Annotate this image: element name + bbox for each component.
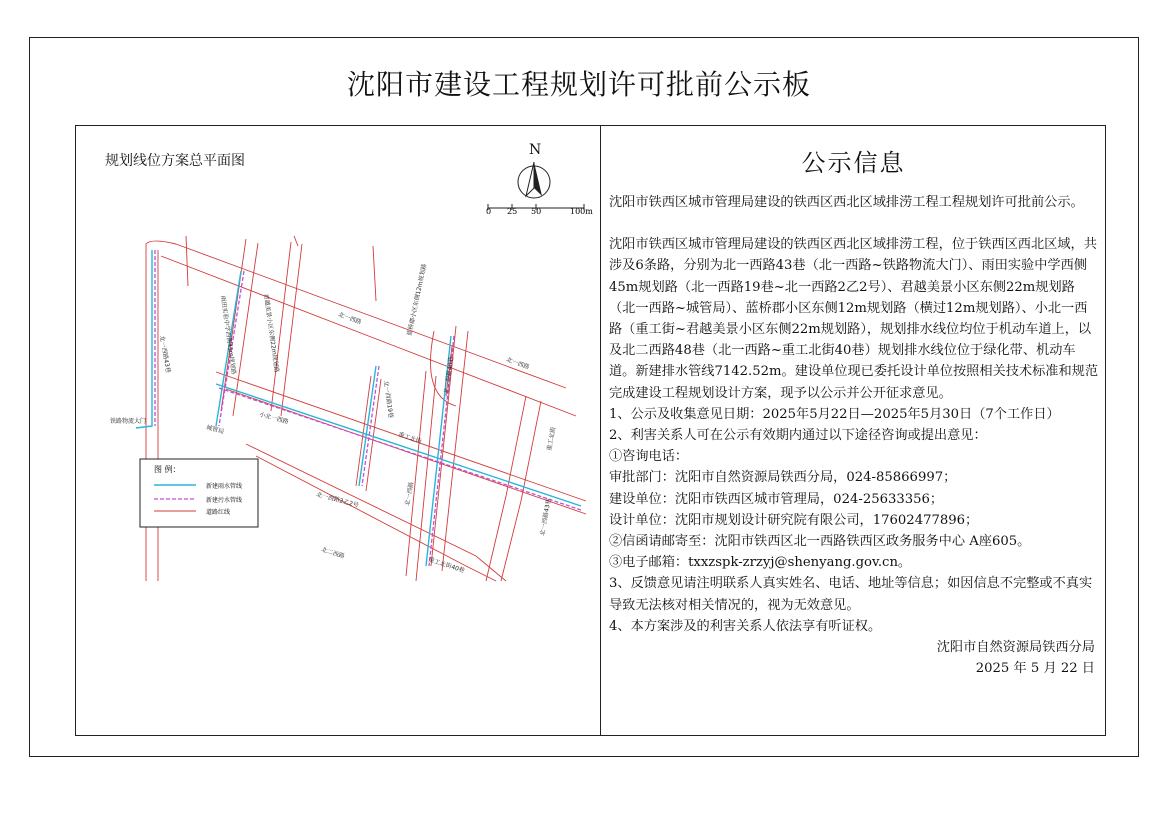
road-label: 北一西路: [404, 481, 416, 507]
info-description: 沈阳市铁西区城市管理局建设的铁西区西北区域排涝工程，位于铁西区西北区域，共涉及6条路，分别为北一西路43巷（北一西路~铁路物流大门）、雨田实验中学西侧45m规划路（北一西路19巷~北一西路2乙2号）、君越美景小区东侧22m规划路（北一西路~城管局）、蓝桥郡小区东侧12m规划路（横过12m规划路）、小北一西路（重工街~君越美景小区东侧22m规划路），规划排水线位均位于机动车道上，以及北二西路48巷（北一西路~重工北街40巷）规划排水线位位于绿化带、机动车道。新建排水管线7142.52m。建设单位现已委托设计单位按照相关技术标准和规范完成建设工程规划设计方案，现予以公示并公开征求意见。: [609, 237, 1099, 401]
road-label: 北一西路43巷: [158, 335, 172, 374]
signature-date: 2025 年 5 月 22 日: [975, 661, 1095, 677]
info-phone-builder: 建设单位：沈阳市铁西区城市管理局，024-25633356；: [609, 491, 944, 507]
road-label: 铁路物流大门: [110, 418, 147, 425]
scale-label-100: 100m: [570, 207, 593, 216]
scale-bar: [486, 204, 593, 216]
info-intro: 沈阳市铁西区城市管理局建设的铁西区西北区域排涝工程工程规划许可批前公示。: [609, 195, 1084, 210]
road-label: 城管局: [205, 424, 225, 436]
info-period: 1、公示及收集意见日期：2025年5月22日—2025年5月30日（7个工作日）: [609, 406, 1060, 422]
road-label: 雨田实验中学西侧45m规划路: [219, 295, 238, 375]
legend-item-rain: 新建雨水管线: [206, 483, 243, 490]
info-channels: 2、利害关系人可在公示有效期内通过以下途径咨询或提出意见：: [609, 428, 987, 444]
info-email: ③电子邮箱：txxzspk-zrzyj@shenyang.gov.cn。: [609, 555, 912, 571]
road-label: 北一西路2乙2号: [315, 491, 360, 510]
info-body: [609, 192, 1099, 679]
scale-label-0: 0: [486, 207, 492, 216]
road-label: 蓝桥郡小区东侧12m规划路: [406, 263, 429, 337]
road-label: 重工北街40巷: [427, 556, 466, 575]
road-label: 重工北街: [397, 431, 423, 446]
panel-divider: [600, 125, 601, 736]
info-hearing-right: 4、本方案涉及的利害关系人依法享有听证权。: [609, 618, 882, 634]
road-label: 小北一西路: [258, 411, 290, 426]
scale-label-25: 25: [507, 207, 518, 216]
map-legend: [140, 459, 258, 527]
legend-item-sewage: 新建污水管线: [206, 497, 243, 504]
scale-label-50: 50: [531, 207, 542, 216]
info-phone-approval: 审批部门：沈阳市自然资源局铁西分局，024-85866997；: [609, 470, 957, 486]
info-mail-address: ②信函请邮寄至：沈阳市铁西区北一西路铁西区政务服务中心 A座605。: [609, 534, 1031, 550]
road-label: 北二西路: [320, 546, 346, 561]
road-label: 北一西路19巷: [382, 380, 395, 419]
legend-title: 图 例：: [154, 465, 181, 474]
info-heading: 公示信息: [801, 149, 906, 177]
north-label: N: [529, 142, 542, 158]
north-arrow-icon: [518, 142, 550, 198]
info-feedback-note: 3、反馈意见请注明联系人真实姓名、电话、地址等信息；如因信息不完整或不真实导致无法核对相关情况的，视为无效意见。: [609, 576, 1093, 613]
site-plan-map: [76, 126, 600, 735]
page-title: 沈阳市建设工程规划许可批前公示板: [346, 68, 811, 101]
road-red-lines: [146, 236, 586, 581]
road-label: 重工北街: [546, 426, 558, 452]
legend-item-road: 道路红线: [206, 509, 231, 516]
road-label: 北一西路43巷: [539, 498, 553, 537]
signature-org: 沈阳市自然资源局铁西分局: [936, 640, 1095, 656]
map-title: 规划线位方案总平面图: [105, 153, 245, 169]
info-phone-designer: 设计单位：沈阳市规划设计研究院有限公司，17602477896；: [609, 512, 979, 528]
road-label: 北一西路: [505, 356, 531, 372]
road-label: 君越美景小区东侧22m规划路: [262, 293, 281, 373]
road-label: 北二西路48巷: [443, 356, 456, 395]
road-label: 北一西路: [337, 311, 363, 327]
info-phone-heading: ①咨询电话：: [609, 449, 689, 465]
